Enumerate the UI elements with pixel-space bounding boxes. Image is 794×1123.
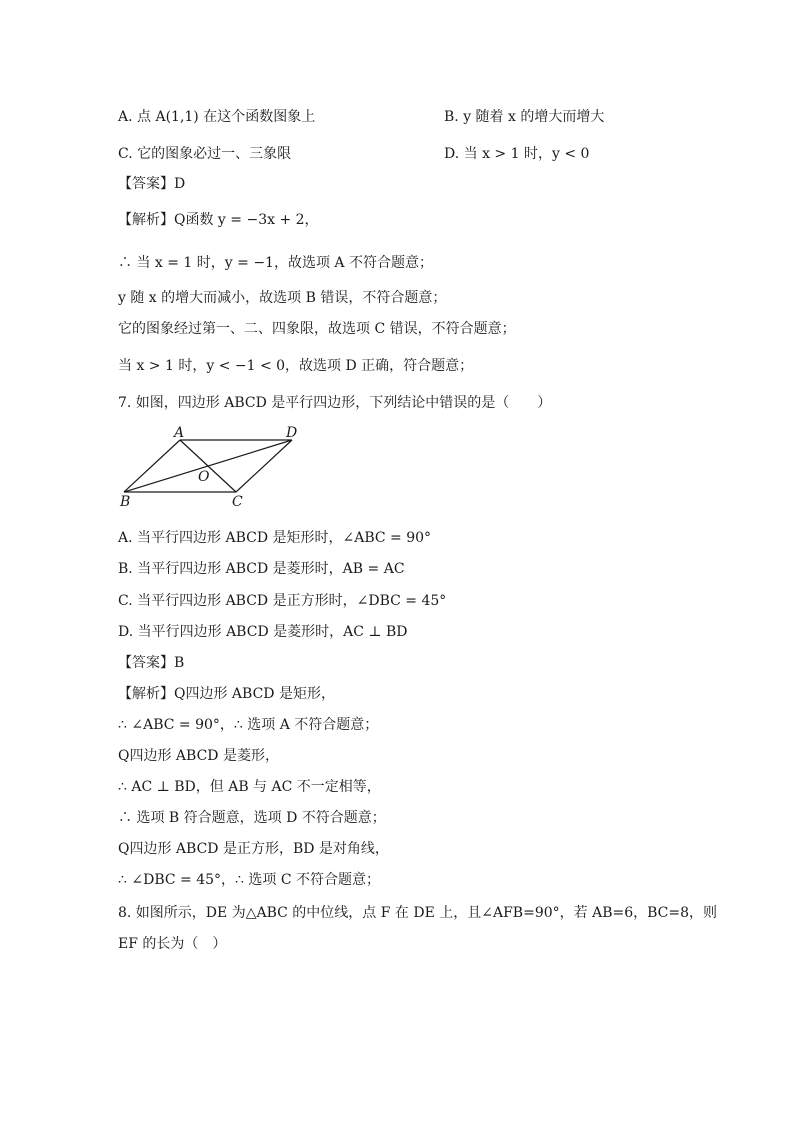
q7-stem: 7. 如图，四边形 ABCD 是平行四边形，下列结论中错误的是（ ） — [118, 395, 552, 411]
side-ab — [124, 440, 180, 492]
vertex-label-c: C — [232, 494, 243, 510]
parallelogram-figure — [112, 424, 312, 514]
q7-analysis-line: ∴ 选项 B 符合题意，选项 D 不符合题意； — [118, 810, 386, 826]
q8-stem-line: 8. 如图所示，DE 为△ABC 的中位线，点 F 在 DE 上，且∠AFB=90°，若 AB=6，BC=8，则 — [118, 905, 718, 921]
q8-stem-line: EF 的长为（ ） — [118, 936, 227, 952]
center-label-o: O — [198, 469, 210, 485]
q6-analysis-line: ∴ 当 x = 1 时，y = −1，故选项 A 不符合题意； — [118, 255, 433, 271]
q7-analysis-line: ∴ AC ⊥ BD，但 AB 与 AC 不一定相等， — [118, 779, 381, 795]
q6-analysis-line: 【解析】Q函数 y = −3x + 2， — [118, 212, 319, 228]
q6-answer: 【答案】D — [118, 176, 186, 192]
q7-analysis-line: Q四边形 ABCD 是正方形，BD 是对角线， — [118, 841, 389, 857]
q7-analysis-line: ∴ ∠ABC = 90°，∴ 选项 A 不符合题意； — [118, 717, 379, 733]
q6-option-b: B. y 随着 x 的增大而增大 — [444, 109, 605, 125]
q6-analysis-line: y 随 x 的增大而减小，故选项 B 错误，不符合题意； — [118, 290, 447, 306]
side-cd — [236, 440, 292, 492]
q7-option-b: B. 当平行四边形 ABCD 是菱形时，AB = AC — [118, 561, 405, 577]
vertex-label-d: D — [286, 425, 298, 441]
vertex-label-b: B — [120, 494, 131, 510]
q6-option-c: C. 它的图象必过一、三象限 — [118, 146, 292, 162]
q7-option-c: C. 当平行四边形 ABCD 是正方形时，∠DBC = 45° — [118, 593, 447, 609]
q7-analysis-line: 【解析】Q四边形 ABCD 是矩形， — [118, 686, 335, 702]
q6-option-d: D. 当 x > 1 时，y < 0 — [444, 146, 590, 162]
q7-answer: 【答案】B — [118, 655, 185, 671]
q7-option-d: D. 当平行四边形 ABCD 是菱形时，AC ⊥ BD — [118, 624, 408, 640]
q6-option-a: A. 点 A(1,1) 在这个函数图象上 — [118, 109, 316, 125]
vertex-label-a: A — [174, 425, 185, 441]
q7-analysis-line: ∴ ∠DBC = 45°，∴ 选项 C 不符合题意； — [118, 872, 380, 888]
q6-analysis-line: 当 x > 1 时，y < −1 < 0，故选项 D 正确，符合题意； — [118, 358, 474, 374]
q7-analysis-line: Q四边形 ABCD 是菱形， — [118, 748, 279, 764]
q7-option-a: A. 当平行四边形 ABCD 是矩形时，∠ABC = 90° — [118, 530, 432, 546]
q6-analysis-line: 它的图象经过第一、二、四象限，故选项 C 错误，不符合题意； — [118, 321, 516, 337]
